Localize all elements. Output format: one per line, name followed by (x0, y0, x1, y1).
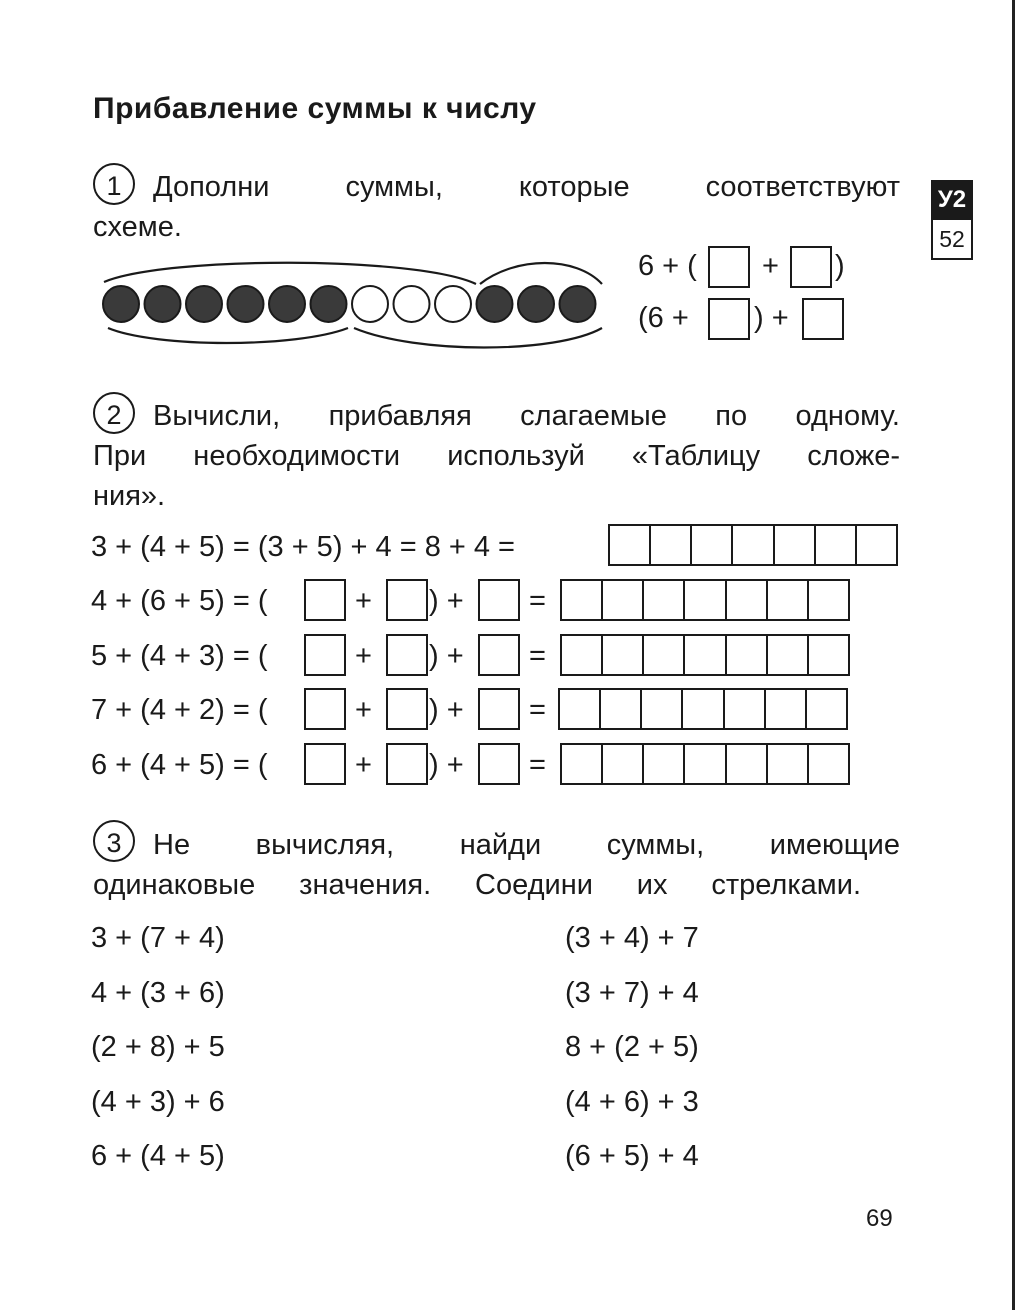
task2-row-equals: = (529, 585, 546, 617)
section-tag-label: У2 (931, 180, 973, 220)
answer-box[interactable] (386, 579, 428, 621)
task2-row-expr: 4 + (6 + 5) = ( (91, 585, 268, 617)
page-edge-line (1012, 0, 1015, 1310)
task3-right-expr[interactable]: (6 + 5) + 4 (565, 1140, 699, 1172)
arc-bottom-group-1 (108, 328, 348, 343)
answer-box[interactable] (386, 634, 428, 676)
task2-row-expr: 7 + (4 + 2) = ( (91, 694, 268, 726)
task2-row-close-plus: ) + (429, 694, 464, 726)
answer-box[interactable] (478, 579, 520, 621)
bead-filled (560, 286, 596, 322)
answer-grid[interactable] (560, 634, 850, 676)
answer-box[interactable] (708, 246, 750, 288)
task2-row-plus: + (355, 640, 372, 672)
task2-row-close-plus: ) + (429, 585, 464, 617)
task2-row-plus: + (355, 749, 372, 781)
arc-top-group-2 (480, 263, 602, 284)
bead-empty (352, 286, 388, 322)
task3-right-expr[interactable]: (3 + 4) + 7 (565, 922, 699, 954)
task3-right-expr[interactable]: 8 + (2 + 5) (565, 1031, 699, 1063)
bead-filled (477, 286, 513, 322)
task2-row-expr: 5 + (4 + 3) = ( (91, 640, 268, 672)
task2-row-equals: = (529, 749, 546, 781)
bead-scheme (96, 256, 608, 356)
answer-box[interactable] (304, 634, 346, 676)
task1-expr2-prefix: (6 + (638, 302, 689, 334)
answer-box[interactable] (478, 634, 520, 676)
task2-row-plus: + (355, 694, 372, 726)
task3-right-expr[interactable]: (4 + 6) + 3 (565, 1086, 699, 1118)
answer-box[interactable] (478, 743, 520, 785)
answer-grid[interactable] (560, 743, 850, 785)
bead-filled (186, 286, 222, 322)
task2-row-equals: = (529, 694, 546, 726)
beads (103, 286, 596, 322)
bead-filled (103, 286, 139, 322)
task3-right-expr[interactable]: (3 + 7) + 4 (565, 977, 699, 1009)
answer-grid[interactable] (608, 524, 898, 566)
task3-text-line2: одинаковые значения. Соедини их стрелками. (93, 869, 861, 901)
task2-number: 2 (93, 392, 135, 434)
task2-text-line2: При необходимости используй «Таблицу сложе- (93, 440, 900, 472)
section-tag-number: 52 (931, 220, 973, 260)
task1-number: 1 (93, 163, 135, 205)
answer-box[interactable] (304, 688, 346, 730)
task3-left-expr[interactable]: 3 + (7 + 4) (91, 922, 225, 954)
task2-row-close-plus: ) + (429, 640, 464, 672)
answer-box[interactable] (790, 246, 832, 288)
bead-empty (435, 286, 471, 322)
bead-empty (394, 286, 430, 322)
answer-box[interactable] (304, 579, 346, 621)
task2-text-line1: Вычисли, прибавляя слагаемые по одному. (153, 400, 900, 432)
answer-box[interactable] (386, 688, 428, 730)
answer-grid[interactable] (558, 688, 848, 730)
task1-text-line1: Дополни суммы, которые соответствуют (153, 171, 900, 203)
task1-text-line2: схеме. (93, 211, 182, 243)
task2-text-line3: ния». (93, 480, 166, 512)
bead-filled (269, 286, 305, 322)
task3-left-expr[interactable]: 4 + (3 + 6) (91, 977, 225, 1009)
task2-row-expr: 6 + (4 + 5) = ( (91, 749, 268, 781)
task2-row-close-plus: ) + (429, 749, 464, 781)
task2-row-equals: = (529, 640, 546, 672)
bead-filled (228, 286, 264, 322)
answer-box[interactable] (304, 743, 346, 785)
arc-bottom-group-2 (354, 328, 602, 348)
task1-expr1-prefix: 6 + ( (638, 250, 697, 282)
page-number: 69 (866, 1205, 893, 1232)
task3-left-expr[interactable]: 6 + (4 + 5) (91, 1140, 225, 1172)
bead-filled (311, 286, 347, 322)
task2-row-plus: + (355, 585, 372, 617)
task1-expr1-plus: + (762, 250, 779, 282)
bead-filled (145, 286, 181, 322)
task3-left-expr[interactable]: (4 + 3) + 6 (91, 1086, 225, 1118)
section-tag (931, 180, 973, 260)
bead-filled (518, 286, 554, 322)
answer-box[interactable] (478, 688, 520, 730)
answer-box[interactable] (802, 298, 844, 340)
task1-expr2-mid: ) + (754, 302, 789, 334)
task2-example: 3 + (4 + 5) = (3 + 5) + 4 = 8 + 4 = (91, 531, 515, 563)
answer-box[interactable] (386, 743, 428, 785)
task3-number: 3 (93, 820, 135, 862)
task3-left-expr[interactable]: (2 + 8) + 5 (91, 1031, 225, 1063)
arc-top-group-1 (104, 263, 476, 284)
page-title: Прибавление суммы к числу (93, 92, 537, 125)
task3-text-line1: Не вычисляя, найди суммы, имеющие (153, 829, 900, 861)
answer-box[interactable] (708, 298, 750, 340)
task1-expr1-suffix: ) (835, 250, 845, 282)
answer-grid[interactable] (560, 579, 850, 621)
